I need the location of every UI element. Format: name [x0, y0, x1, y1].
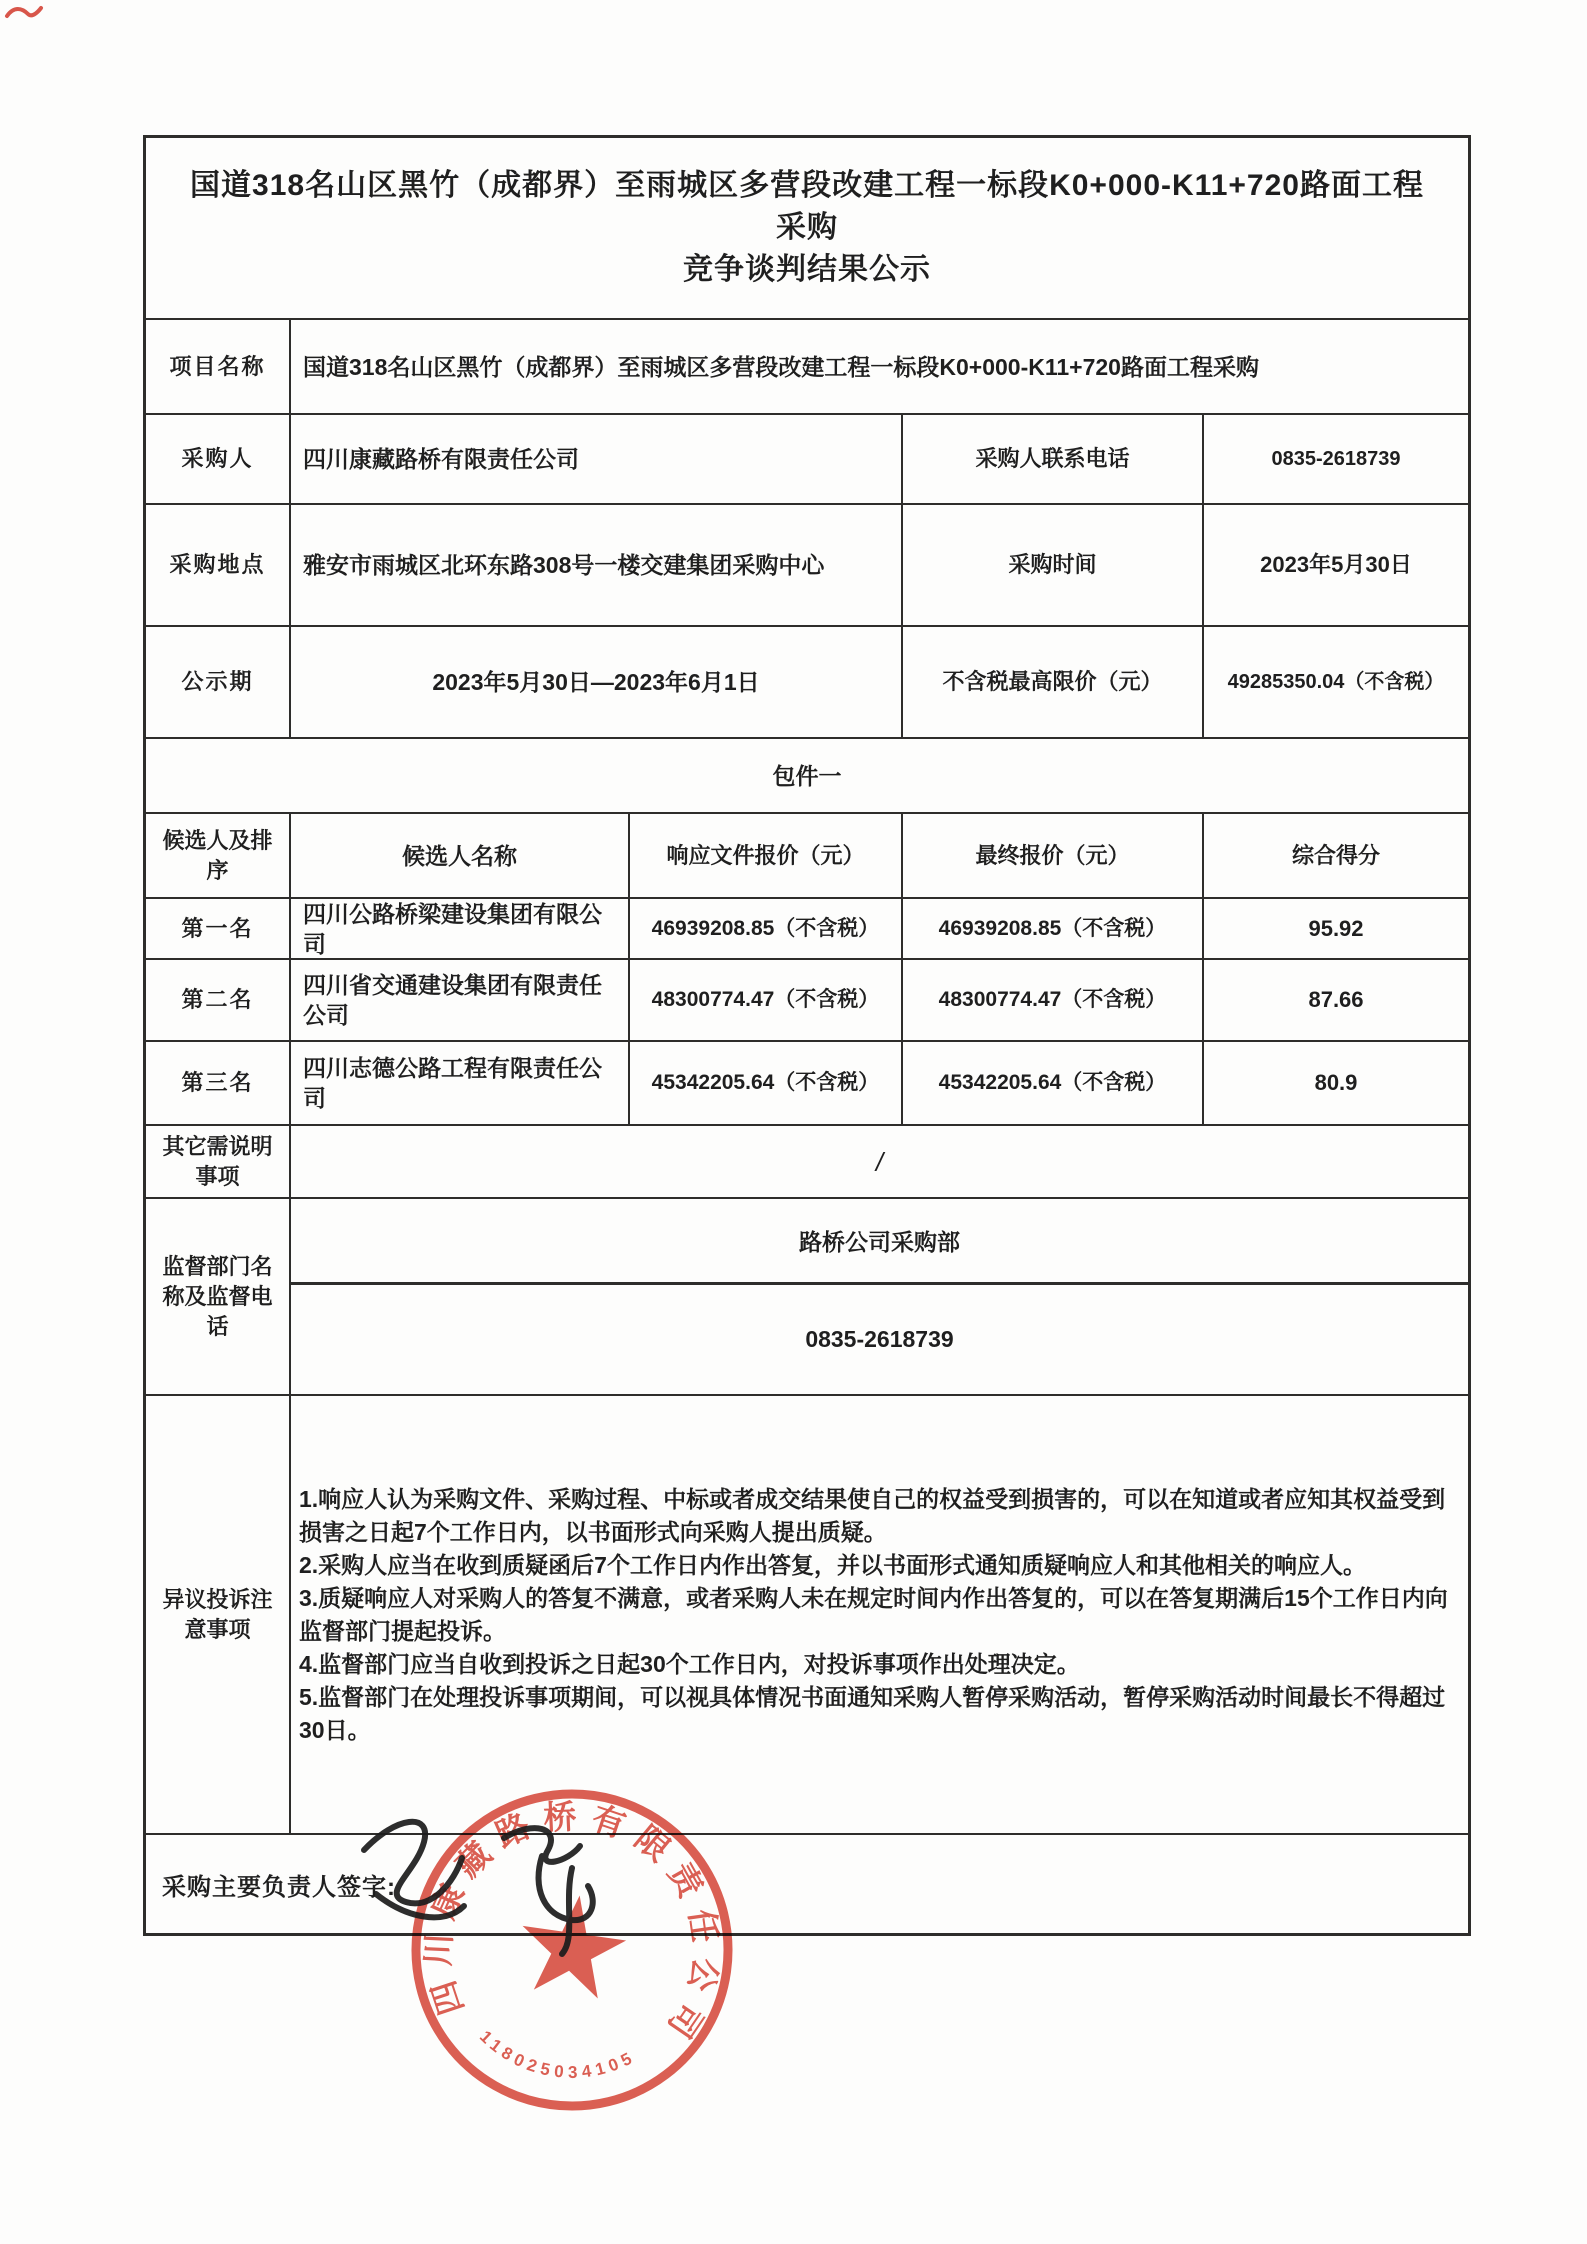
table-row-third-place: [146, 1040, 1468, 1124]
supervision-phone: 0835-2618739: [805, 1326, 954, 1352]
seal-company-text: 四川康藏路桥有限责任公司: [419, 1797, 726, 2055]
handwritten-signature: [336, 1798, 656, 1978]
location-value: 雅安市雨城区北环东路308号一楼交建集团采购中心: [289, 505, 901, 625]
candidate-2-final: 48300774.47（不含税）: [901, 960, 1202, 1040]
signature-label: 采购主要负责人签字:: [162, 1873, 396, 1901]
candidate-3-name: 四川志德公路工程有限责任公司: [289, 1042, 628, 1124]
objection-item-5: 5.监督部门在处理投诉事项期间，可以视具体情况书面通知采购人暂停采购活动，暂停采购活动时间最长不得超过30日。: [299, 1683, 1446, 1743]
project-name-row: [146, 318, 1468, 413]
location-label: 采购地点: [169, 552, 266, 577]
title-row: [146, 138, 1468, 318]
header-score: 综合得分: [1202, 814, 1468, 897]
header-response-bid: 响应文件报价（元）: [628, 814, 901, 897]
purchaser-row: [146, 413, 1468, 503]
seal-number-text: 118025034105: [476, 2026, 640, 2082]
red-scan-artifact: [4, 2, 44, 28]
purchaser-label: 采购人: [181, 446, 254, 471]
location-row: [146, 503, 1468, 625]
objection-item-2: 2.采购人应当在收到质疑函后7个工作日内作出答复，并以书面形式通知质疑响应人和其他相关的响应人。: [299, 1551, 1366, 1578]
publicity-period-row: [146, 625, 1468, 737]
candidates-header-row: [146, 812, 1468, 897]
purchase-time-label: 采购时间: [901, 505, 1202, 625]
purchaser-value: 四川康藏路桥有限责任公司: [289, 415, 901, 503]
candidate-3-score: 80.9: [1202, 1042, 1468, 1124]
max-price-label: 不含税最高限价（元）: [901, 627, 1202, 737]
title-line-1: 国道318名山区黑竹（成都界）至雨城区多营段改建工程一标段K0+000-K11+720路面工程采购: [190, 169, 1424, 244]
candidate-1-bid: 46939208.85（不含税）: [628, 899, 901, 958]
document-title: [146, 138, 1468, 318]
title-line-2: 竞争谈判结果公示: [683, 253, 931, 286]
supervision-row: [146, 1197, 1468, 1394]
rank-2: 第二名: [181, 987, 254, 1012]
candidate-2-bid: 48300774.47（不含税）: [628, 960, 901, 1040]
header-candidate-name: 候选人名称: [289, 814, 628, 897]
publicity-period-value: 2023年5月30日—2023年6月1日: [289, 627, 901, 737]
candidate-3-final: 45342205.64（不含税）: [901, 1042, 1202, 1124]
candidate-1-name: 四川公路桥梁建设集团有限公司: [289, 899, 628, 958]
publicity-period-label: 公示期: [181, 669, 254, 694]
other-notes-row: [146, 1124, 1468, 1197]
other-notes-label: 其它需说明事项: [162, 1133, 273, 1189]
other-notes-value: /: [289, 1126, 1468, 1197]
candidate-1-final: 46939208.85（不含税）: [901, 899, 1202, 958]
table-row-second-place: [146, 958, 1468, 1040]
objection-label: 异议投诉注意事项: [162, 1586, 273, 1642]
rank-1: 第一名: [181, 915, 254, 941]
objection-item-4: 4.监督部门应当自收到投诉之日起30个工作日内，对投诉事项作出处理决定。: [299, 1650, 1080, 1677]
result-announcement-table: [143, 135, 1471, 1936]
project-name-label: 项目名称: [169, 353, 266, 379]
supervision-values: [289, 1199, 1468, 1394]
candidate-1-score: 95.92: [1202, 899, 1468, 958]
header-final-bid: 最终报价（元）: [901, 814, 1202, 897]
purchaser-phone-label: 采购人联系电话: [901, 415, 1202, 503]
candidate-2-score: 87.66: [1202, 960, 1468, 1040]
project-name-value: 国道318名山区黑竹（成都界）至雨城区多营段改建工程一标段K0+000-K11+720路面工程采购: [289, 320, 1468, 413]
candidate-3-bid: 45342205.64（不含税）: [628, 1042, 901, 1124]
package-label: 包件一: [772, 762, 842, 789]
candidate-2-name: 四川省交通建设集团有限责任公司: [289, 960, 628, 1040]
rank-3: 第三名: [181, 1070, 254, 1095]
table-row-first-place: [146, 897, 1468, 958]
max-price-value: 49285350.04（不含税）: [1202, 627, 1468, 737]
objection-item-1: 1.响应人认为采购文件、采购过程、中标或者成交结果使自己的权益受到损害的，可以在知道或者应知其权益受到损害之日起7个工作日内，以书面形式向采购人提出质疑。: [299, 1485, 1446, 1545]
objection-item-3: 3.质疑响应人对采购人的答复不满意，或者采购人未在规定时间内作出答复的，可以在答复期满后15个工作日内向监督部门提起投诉。: [299, 1584, 1448, 1644]
supervision-label: 监督部门名称及监督电话: [162, 1253, 273, 1339]
purchaser-phone-value: 0835-2618739: [1202, 415, 1468, 503]
package-row: [146, 737, 1468, 812]
supervision-department: 路桥公司采购部: [291, 1199, 1468, 1285]
purchase-time-value: 2023年5月30日: [1202, 505, 1468, 625]
objection-notice-row: [146, 1394, 1468, 1833]
header-rank: 候选人及排序: [162, 827, 273, 883]
